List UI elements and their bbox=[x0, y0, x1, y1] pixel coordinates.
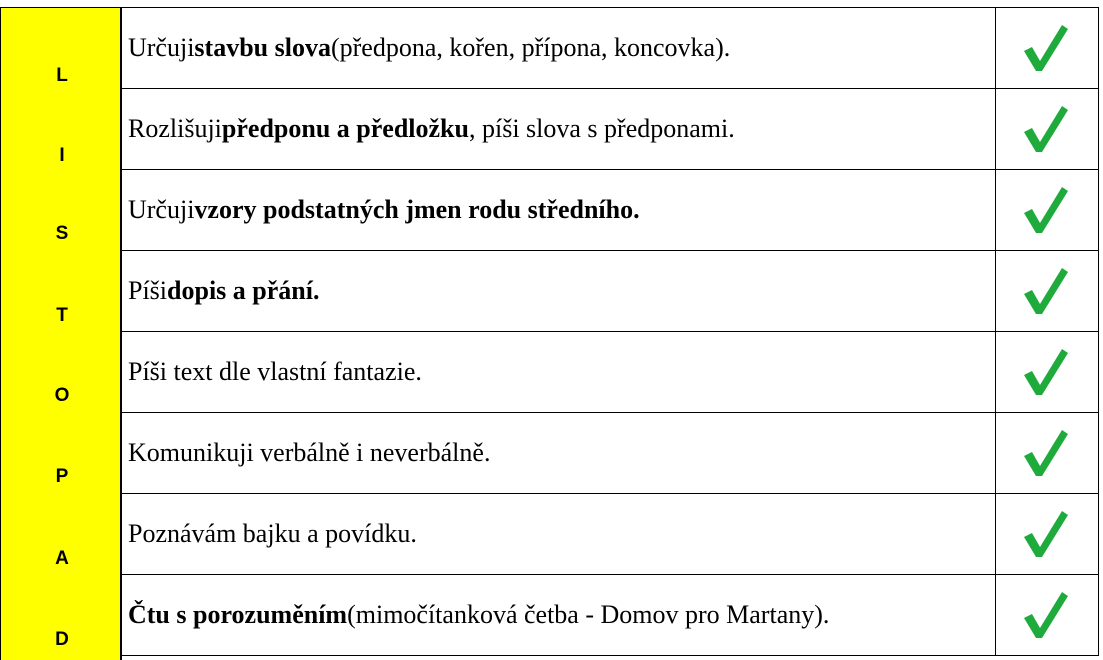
table-row bbox=[122, 413, 1099, 494]
table-row bbox=[122, 332, 1099, 413]
month-letter: D bbox=[55, 629, 69, 650]
check-mark-icon bbox=[1020, 102, 1070, 154]
table-row bbox=[122, 251, 1099, 332]
goal-text: Určuji vzory podstatných jmen rodu středního. bbox=[122, 170, 996, 250]
check-mark-icon bbox=[1020, 183, 1070, 235]
check-cell bbox=[996, 413, 1098, 493]
goal-text: Určuji stavbu slova (předpona, kořen, přípona, koncovka). bbox=[122, 8, 996, 88]
month-letter: A bbox=[55, 548, 69, 569]
goal-text: Poznávám bajku a povídku. bbox=[122, 494, 996, 574]
month-letter: T bbox=[56, 305, 68, 326]
check-cell bbox=[996, 170, 1098, 250]
check-mark-icon bbox=[1020, 507, 1070, 559]
check-cell bbox=[996, 8, 1098, 88]
check-cell bbox=[996, 251, 1098, 331]
month-letter: L bbox=[56, 65, 68, 86]
check-cell bbox=[996, 494, 1098, 574]
goal-text: Píši text dle vlastní fantazie. bbox=[122, 332, 996, 412]
check-cell bbox=[996, 332, 1098, 412]
goal-text: Rozlišuji předponu a předložku , píši slova s předponami. bbox=[122, 89, 996, 169]
table-row bbox=[122, 8, 1099, 89]
goal-text: Komunikuji verbálně i neverbálně. bbox=[122, 413, 996, 493]
month-column bbox=[0, 7, 122, 660]
goal-text: Píši dopis a přání. bbox=[122, 251, 996, 331]
check-cell bbox=[996, 89, 1098, 169]
month-letter: S bbox=[55, 223, 69, 244]
month-letter: P bbox=[55, 466, 69, 487]
month-letter: O bbox=[54, 385, 70, 406]
check-mark-icon bbox=[1020, 264, 1070, 316]
goal-text: Čtu s porozuměním (mimočítanková četba - Domov pro Martany). bbox=[122, 575, 996, 655]
check-mark-icon bbox=[1020, 345, 1070, 397]
month-letter: I bbox=[59, 145, 65, 166]
table-row bbox=[122, 494, 1099, 575]
check-mark-icon bbox=[1020, 21, 1070, 73]
table-row bbox=[122, 170, 1099, 251]
check-mark-icon bbox=[1020, 426, 1070, 478]
goals-list bbox=[122, 7, 1099, 656]
table-row bbox=[122, 89, 1099, 170]
table-row bbox=[122, 575, 1099, 656]
check-mark-icon bbox=[1020, 588, 1070, 640]
check-cell bbox=[996, 575, 1098, 655]
